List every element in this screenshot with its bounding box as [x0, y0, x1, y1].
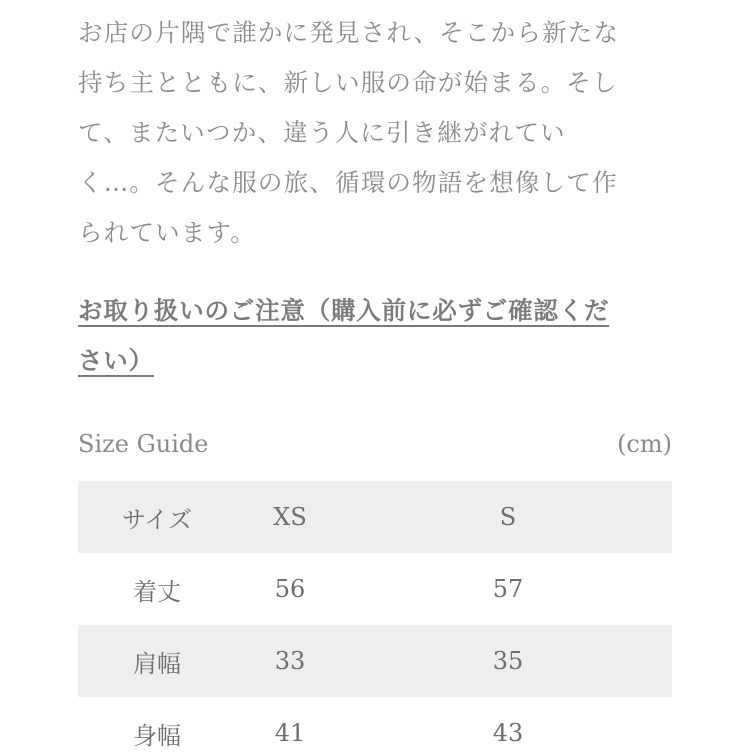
measurement-xs-value: 33	[236, 625, 344, 697]
size-guide-header	[78, 424, 672, 464]
size-table-row	[78, 553, 672, 625]
measurement-xs-value: 41	[274, 719, 306, 747]
size-header-s: S	[344, 481, 672, 553]
care-notice-link[interactable]	[78, 289, 678, 389]
size-header-label: サイズ	[78, 481, 236, 553]
measurement-s-value: 35	[344, 625, 672, 697]
measurement-s-value: 43	[492, 719, 524, 747]
size-table-row	[78, 697, 672, 752]
care-notice-line-2: さい）	[78, 346, 154, 375]
description-line: お店の片隅で誰かに発見され、そこから新たな	[78, 18, 620, 47]
size-table-row	[78, 625, 672, 697]
care-notice-line-1: お取り扱いのご注意（購入前に必ずご確認くだ	[78, 296, 610, 325]
description-line: く…。そんな服の旅、循環の物語を想像して作	[78, 168, 618, 197]
measurement-xs-value: 56	[274, 575, 306, 603]
description-line: 持ち主とともに、新しい服の命が始まる。そし	[78, 68, 618, 97]
size-guide-title: Size Guide	[78, 430, 209, 458]
description-line: られています。	[78, 218, 256, 247]
product-description	[78, 13, 678, 263]
size-header-xs: XS	[236, 481, 344, 553]
measurement-label: 肩幅	[78, 625, 236, 697]
size-guide-unit: (cm)	[617, 430, 672, 458]
description-line: て、またいつか、違う人に引き継がれてい	[78, 118, 566, 147]
measurement-s-value: 57	[492, 575, 524, 603]
size-guide-table	[78, 481, 672, 752]
measurement-label: 身幅	[133, 721, 181, 750]
measurement-label: 着丈	[133, 577, 181, 606]
size-table-header-row	[78, 481, 672, 553]
